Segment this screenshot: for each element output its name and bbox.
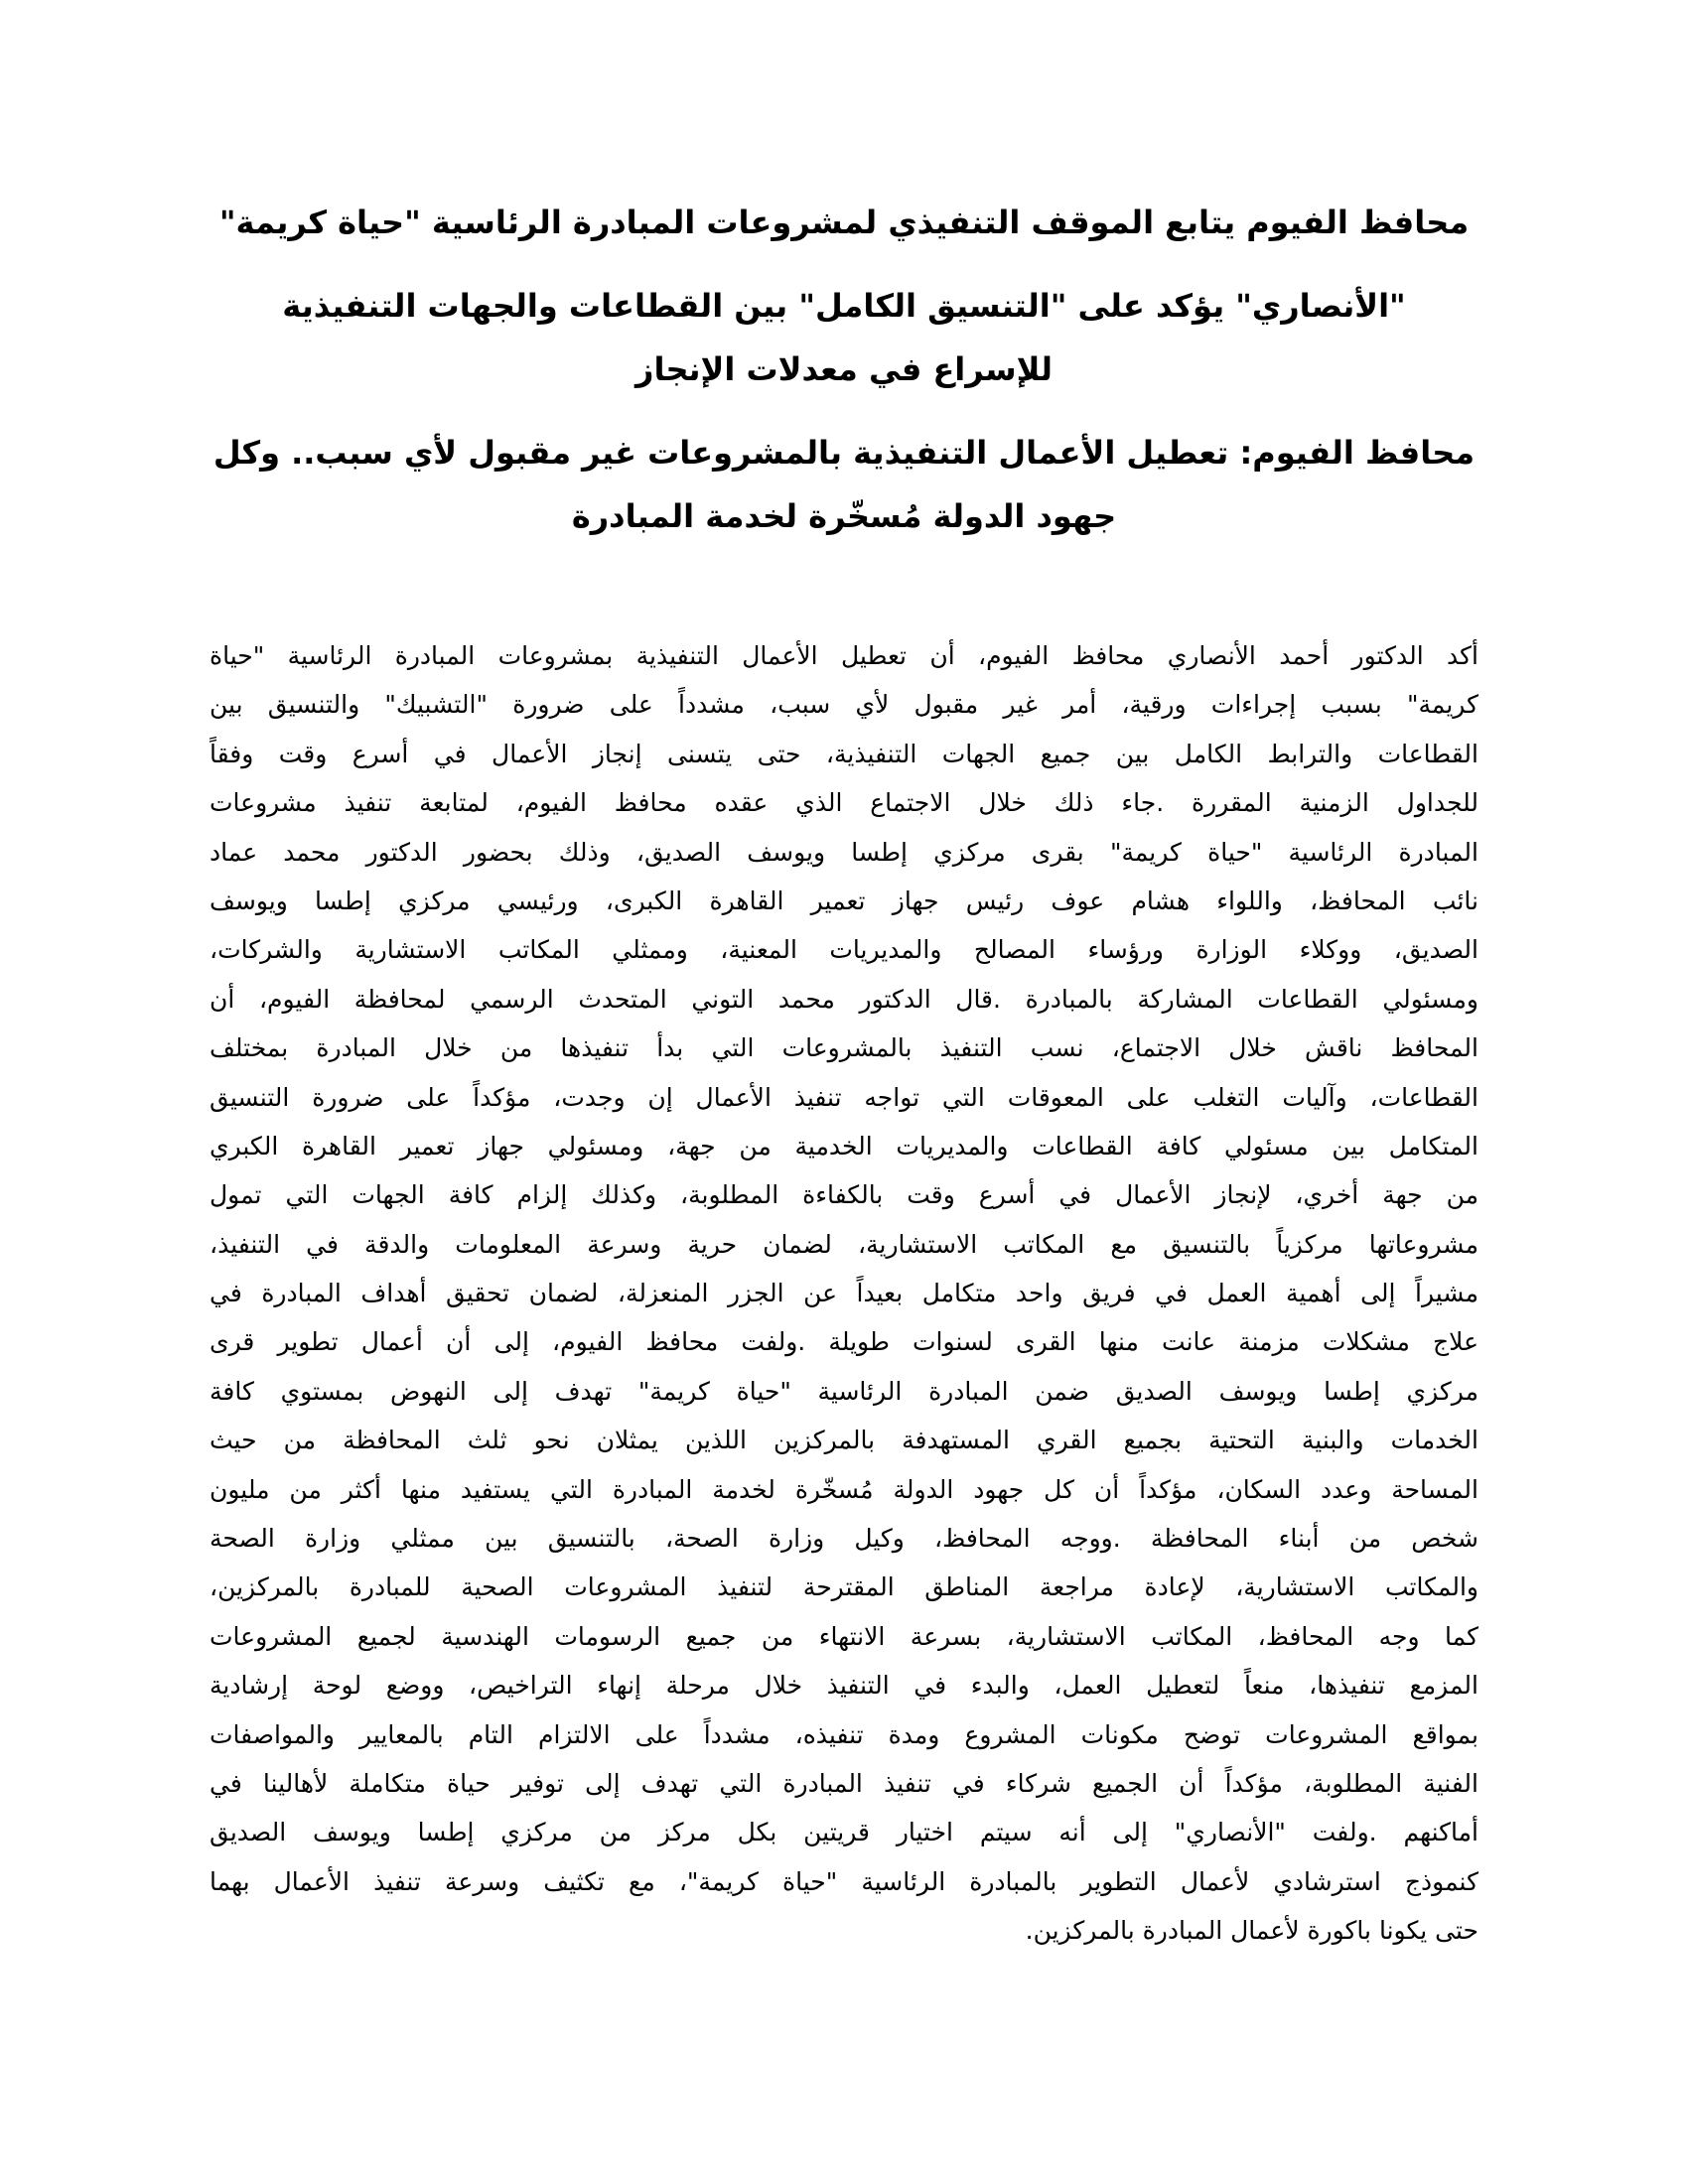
body-line: مشروعاتها مركزياً بالتنسيق مع المكاتب الاستشارية، لضمان حرية وسرعة المعلومات والدقة في التنفيذ، bbox=[210, 1229, 1478, 1259]
body-line: أماكنهم .ولفت "الأنصاري" إلى أنه سيتم اختيار قريتين بكل مركز من مركزي إطسا ويوسف الصديق bbox=[210, 1818, 1478, 1847]
subheadline-2-line: جهود الدولة مُسخّرة لخدمة المبادرة bbox=[571, 497, 1117, 535]
main-headline-line: محافظ الفيوم يتابع الموقف التنفيذي لمشروعات المبادرة الرئاسية "حياة كريمة" bbox=[218, 204, 1470, 241]
body-line: والمكاتب الاستشارية، لإعادة مراجعة المناطق المقترحة لتنفيذ المشروعات الصحية للمبادرة بالمركزين، bbox=[210, 1572, 1478, 1602]
main-headline bbox=[149, 191, 1539, 254]
body-line: المبادرة الرئاسية "حياة كريمة" بقرى مركزي إطسا ويوسف الصديق، وذلك بحضور الدكتور محمد عماد bbox=[210, 837, 1478, 867]
body-line: شخص من أبناء المحافظة .ووجه المحافظ، وكيل وزارة الصحة، بالتنسيق بين ممثلي وزارة الصحة bbox=[210, 1524, 1478, 1554]
subheadline-1-line: للإسراع في معدلات الإنجاز bbox=[635, 350, 1053, 388]
body-line: القطاعات والترابط الكامل بين جميع الجهات التنفيذية، حتى يتسنى إنجاز الأعمال في أسرع وقت وفقاً bbox=[210, 739, 1478, 768]
body-line: المحافظ ناقش خلال الاجتماع، نسب التنفيذ بالمشروعات التي بدأ تنفيذها من خلال المبادرة بمختلف bbox=[210, 1033, 1478, 1063]
body-line: الخدمات والبنية التحتية بجميع القري المستهدفة بالمركزين اللذين يمثلان نحو ثلث المحافظة من حيث bbox=[210, 1426, 1478, 1455]
body-line: للجداول الزمنية المقررة .جاء ذلك خلال الاجتماع الذي عقده محافظ الفيوم، لمتابعة تنفيذ مشروعات bbox=[210, 788, 1478, 818]
body-line: الفنية المطلوبة، مؤكداً أن الجميع شركاء في تنفيذ المبادرة التي تهدف إلى توفير حياة متكاملة لأهالينا في bbox=[210, 1768, 1478, 1798]
subheadline-2-line: محافظ الفيوم: تعطيل الأعمال التنفيذية بالمشروعات غير مقبول لأي سبب.. وكل bbox=[212, 434, 1476, 472]
body-line: مركزي إطسا ويوسف الصديق ضمن المبادرة الرئاسية "حياة كريمة" تهدف إلى النهوض بمستوي كافة bbox=[210, 1376, 1478, 1406]
body-line: أكد الدكتور أحمد الأنصاري محافظ الفيوم، أن تعطيل الأعمال التنفيذية بمشروعات المبادرة الرئاسية "حياة bbox=[210, 641, 1478, 670]
body-line: مشيراً إلى أهمية العمل في فريق واحد متكامل بعيداً عن الجزر المنعزلة، لضمان تحقيق أهداف المبادرة في bbox=[210, 1279, 1478, 1308]
body-line: كما وجه المحافظ، المكاتب الاستشارية، بسرعة الانتهاء من جميع الرسومات الهندسية لجميع المشروعات bbox=[210, 1621, 1478, 1651]
subheadline-2 bbox=[149, 421, 1539, 548]
body-line: القطاعات، وآليات التغلب على المعوقات التي تواجه تنفيذ الأعمال إن وجدت، مؤكداً على ضرورة التنسيق bbox=[210, 1082, 1478, 1112]
body-line: المساحة وعدد السكان، مؤكداً أن كل جهود الدولة مُسخّرة لخدمة المبادرة التي يستفيد منها أكثر من مليون bbox=[210, 1474, 1478, 1504]
body-line: المزمع تنفيذها، منعاً لتعطيل العمل، والبدء في التنفيذ خلال مرحلة إنهاء التراخيص، ووضع لوحة إرشادية bbox=[210, 1671, 1478, 1701]
article-body bbox=[210, 631, 1478, 1956]
body-line: نائب المحافظ، واللواء هشام عوف رئيس جهاز تعمير القاهرة الكبرى، ورئيسي مركزي إطسا ويوسف bbox=[210, 886, 1478, 915]
body-line: كنموذج استرشادي لأعمال التطوير بالمبادرة الرئاسية "حياة كريمة"، مع تكثيف وسرعة تنفيذ الأعمال بهما bbox=[210, 1866, 1478, 1896]
subheadline-1-line: "الأنصاري" يؤكد على "التنسيق الكامل" بين القطاعات والجهات التنفيذية bbox=[282, 287, 1406, 325]
headline-block bbox=[149, 191, 1539, 568]
body-line: بمواقع المشروعات توضح مكونات المشروع ومدة تنفيذه، مشدداً على الالتزام التام بالمعايير والمواصفات bbox=[210, 1719, 1478, 1749]
body-line: حتى يكونا باكورة لأعمال المبادرة بالمركزين. bbox=[1025, 1916, 1478, 1946]
body-line: من جهة أخري، لإنجاز الأعمال في أسرع وقت بالكفاءة المطلوبة، وكذلك إلزام كافة الجهات التي تمول bbox=[210, 1180, 1478, 1210]
body-line: علاج مشكلات مزمنة عانت منها القرى لسنوات طويلة .ولفت محافظ الفيوم، إلى أن أعمال تطوير قرى bbox=[210, 1327, 1478, 1357]
body-line: المتكامل بين مسئولي كافة القطاعات والمديريات الخدمية من جهة، ومسئولي جهاز تعمير القاهرة الكبري bbox=[210, 1131, 1478, 1160]
subheadline-1 bbox=[149, 274, 1539, 401]
body-line: كريمة" بسبب إجراءات ورقية، أمر غير مقبول لأي سبب، مشدداً على ضرورة "التشبيك" والتنسيق بين bbox=[210, 690, 1478, 720]
body-line: الصديق، ووكلاء الوزارة ورؤساء المصالح والمديريات المعنية، وممثلي المكاتب الاستشارية والشركات، bbox=[210, 935, 1478, 965]
body-line: ومسئولي القطاعات المشاركة بالمبادرة .قال الدكتور محمد التوني المتحدث الرسمي لمحافظة الفيوم، أن bbox=[210, 984, 1478, 1014]
